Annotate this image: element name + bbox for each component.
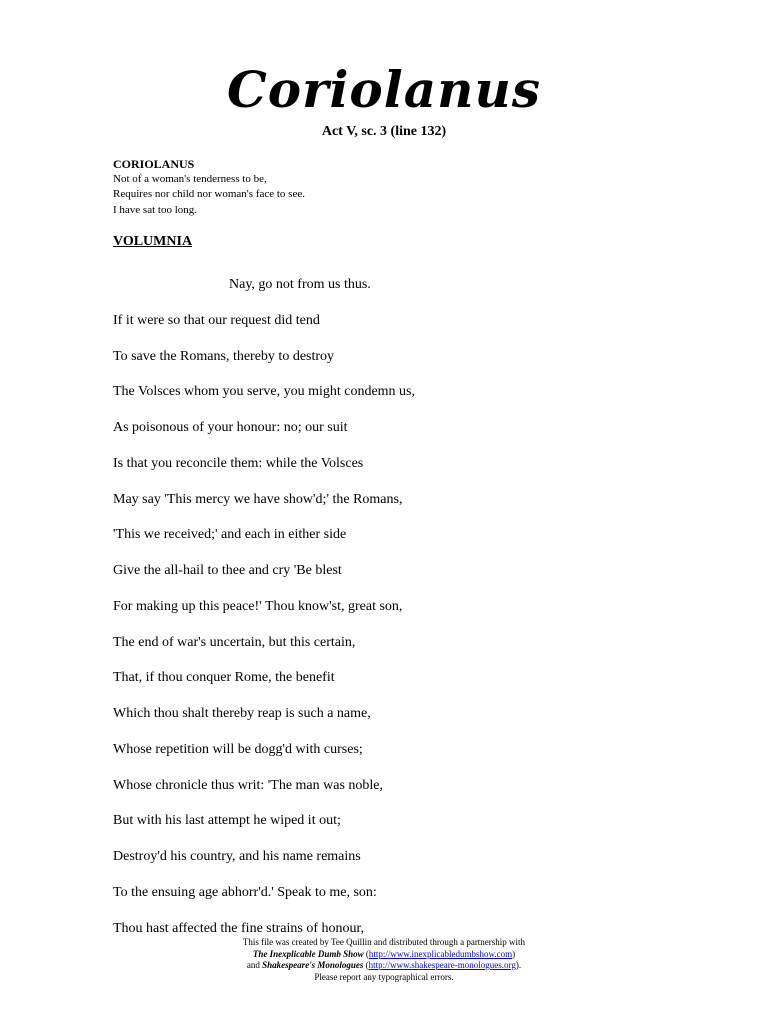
verse-line: 'This we received;' and each in either side — [113, 527, 347, 543]
footer-report-line: Please report any typographical errors. — [314, 971, 454, 982]
verse-line: For making up this peace!' Thou know'st, great son, — [113, 598, 403, 614]
site-name-monologues: Shakespeare's Monologues — [262, 960, 364, 970]
verse-line: But with his last attempt he wiped it out; — [113, 813, 341, 829]
verse-line: Which thou shalt thereby reap is such a name, — [113, 706, 371, 721]
paren-open: ( — [363, 948, 369, 959]
volumnia-monologue — [113, 267, 713, 946]
footer-site-line-1 — [0, 949, 768, 961]
coriolanus-lines — [113, 172, 305, 218]
verse-line: To the ensuing age abhorr'd.' Speak to me, son: — [113, 884, 377, 900]
verse-line: Is that you reconcile them: while the Volsces — [113, 455, 364, 471]
site-name-dumb-show: The Inexplicable Dumb Show — [252, 948, 364, 959]
verse-line: Whose chronicle thus writ: 'The man was noble, — [113, 777, 384, 793]
paren-close: ). — [515, 960, 522, 970]
verse-line: The end of war's uncertain, but this certain, — [113, 634, 356, 650]
verse-line: As poisonous of your honour: no; our suit — [113, 420, 348, 435]
speaker-name-volumnia: VOLUMNIA — [113, 234, 193, 249]
paren-open: ( — [363, 960, 369, 970]
verse-line: Not of a woman's tenderness to be, — [113, 173, 267, 185]
play-title: Coriolanus — [226, 60, 542, 119]
verse-line: May say 'This mercy we have show'd;' the Romans, — [113, 491, 403, 507]
link-dumb-show[interactable]: http://www.inexplicabledumbshow.com — [368, 948, 513, 959]
verse-line: The Volsces whom you serve, you might condemn us, — [113, 384, 416, 400]
verse-line: Destroy'd his country, and his name remains — [113, 849, 361, 864]
verse-line: If it were so that our request did tend — [113, 312, 320, 328]
verse-line: Requires nor child nor woman's face to see. — [113, 188, 305, 201]
and-word: and — [246, 960, 263, 970]
verse-line: Give the all-hail to thee and cry 'Be blest — [113, 563, 342, 578]
footer-credits — [0, 937, 768, 983]
footer-site-line-2 — [0, 960, 768, 972]
speaker-name-coriolanus: CORIOLANUS — [113, 157, 195, 171]
verse-line: I have sat too long. — [113, 203, 198, 216]
verse-line: That, if thou conquer Rome, the benefit — [113, 670, 335, 686]
paren-close: ) — [512, 948, 516, 959]
link-monologues[interactable]: http://www.shakespeare-monologues.org — [368, 960, 516, 970]
footer-credit-line: This file was created by Tee Quillin and distributed through a partnership with — [242, 937, 526, 947]
verse-line: Whose repetition will be dogg'd with curses; — [113, 741, 363, 757]
verse-line: Thou hast affected the fine strains of honour, — [113, 920, 365, 936]
verse-line: To save the Romans, thereby to destroy — [113, 348, 335, 364]
verse-line: Nay, go not from us thus. — [229, 277, 371, 292]
scene-reference: Act V, sc. 3 (line 132) — [321, 124, 447, 139]
